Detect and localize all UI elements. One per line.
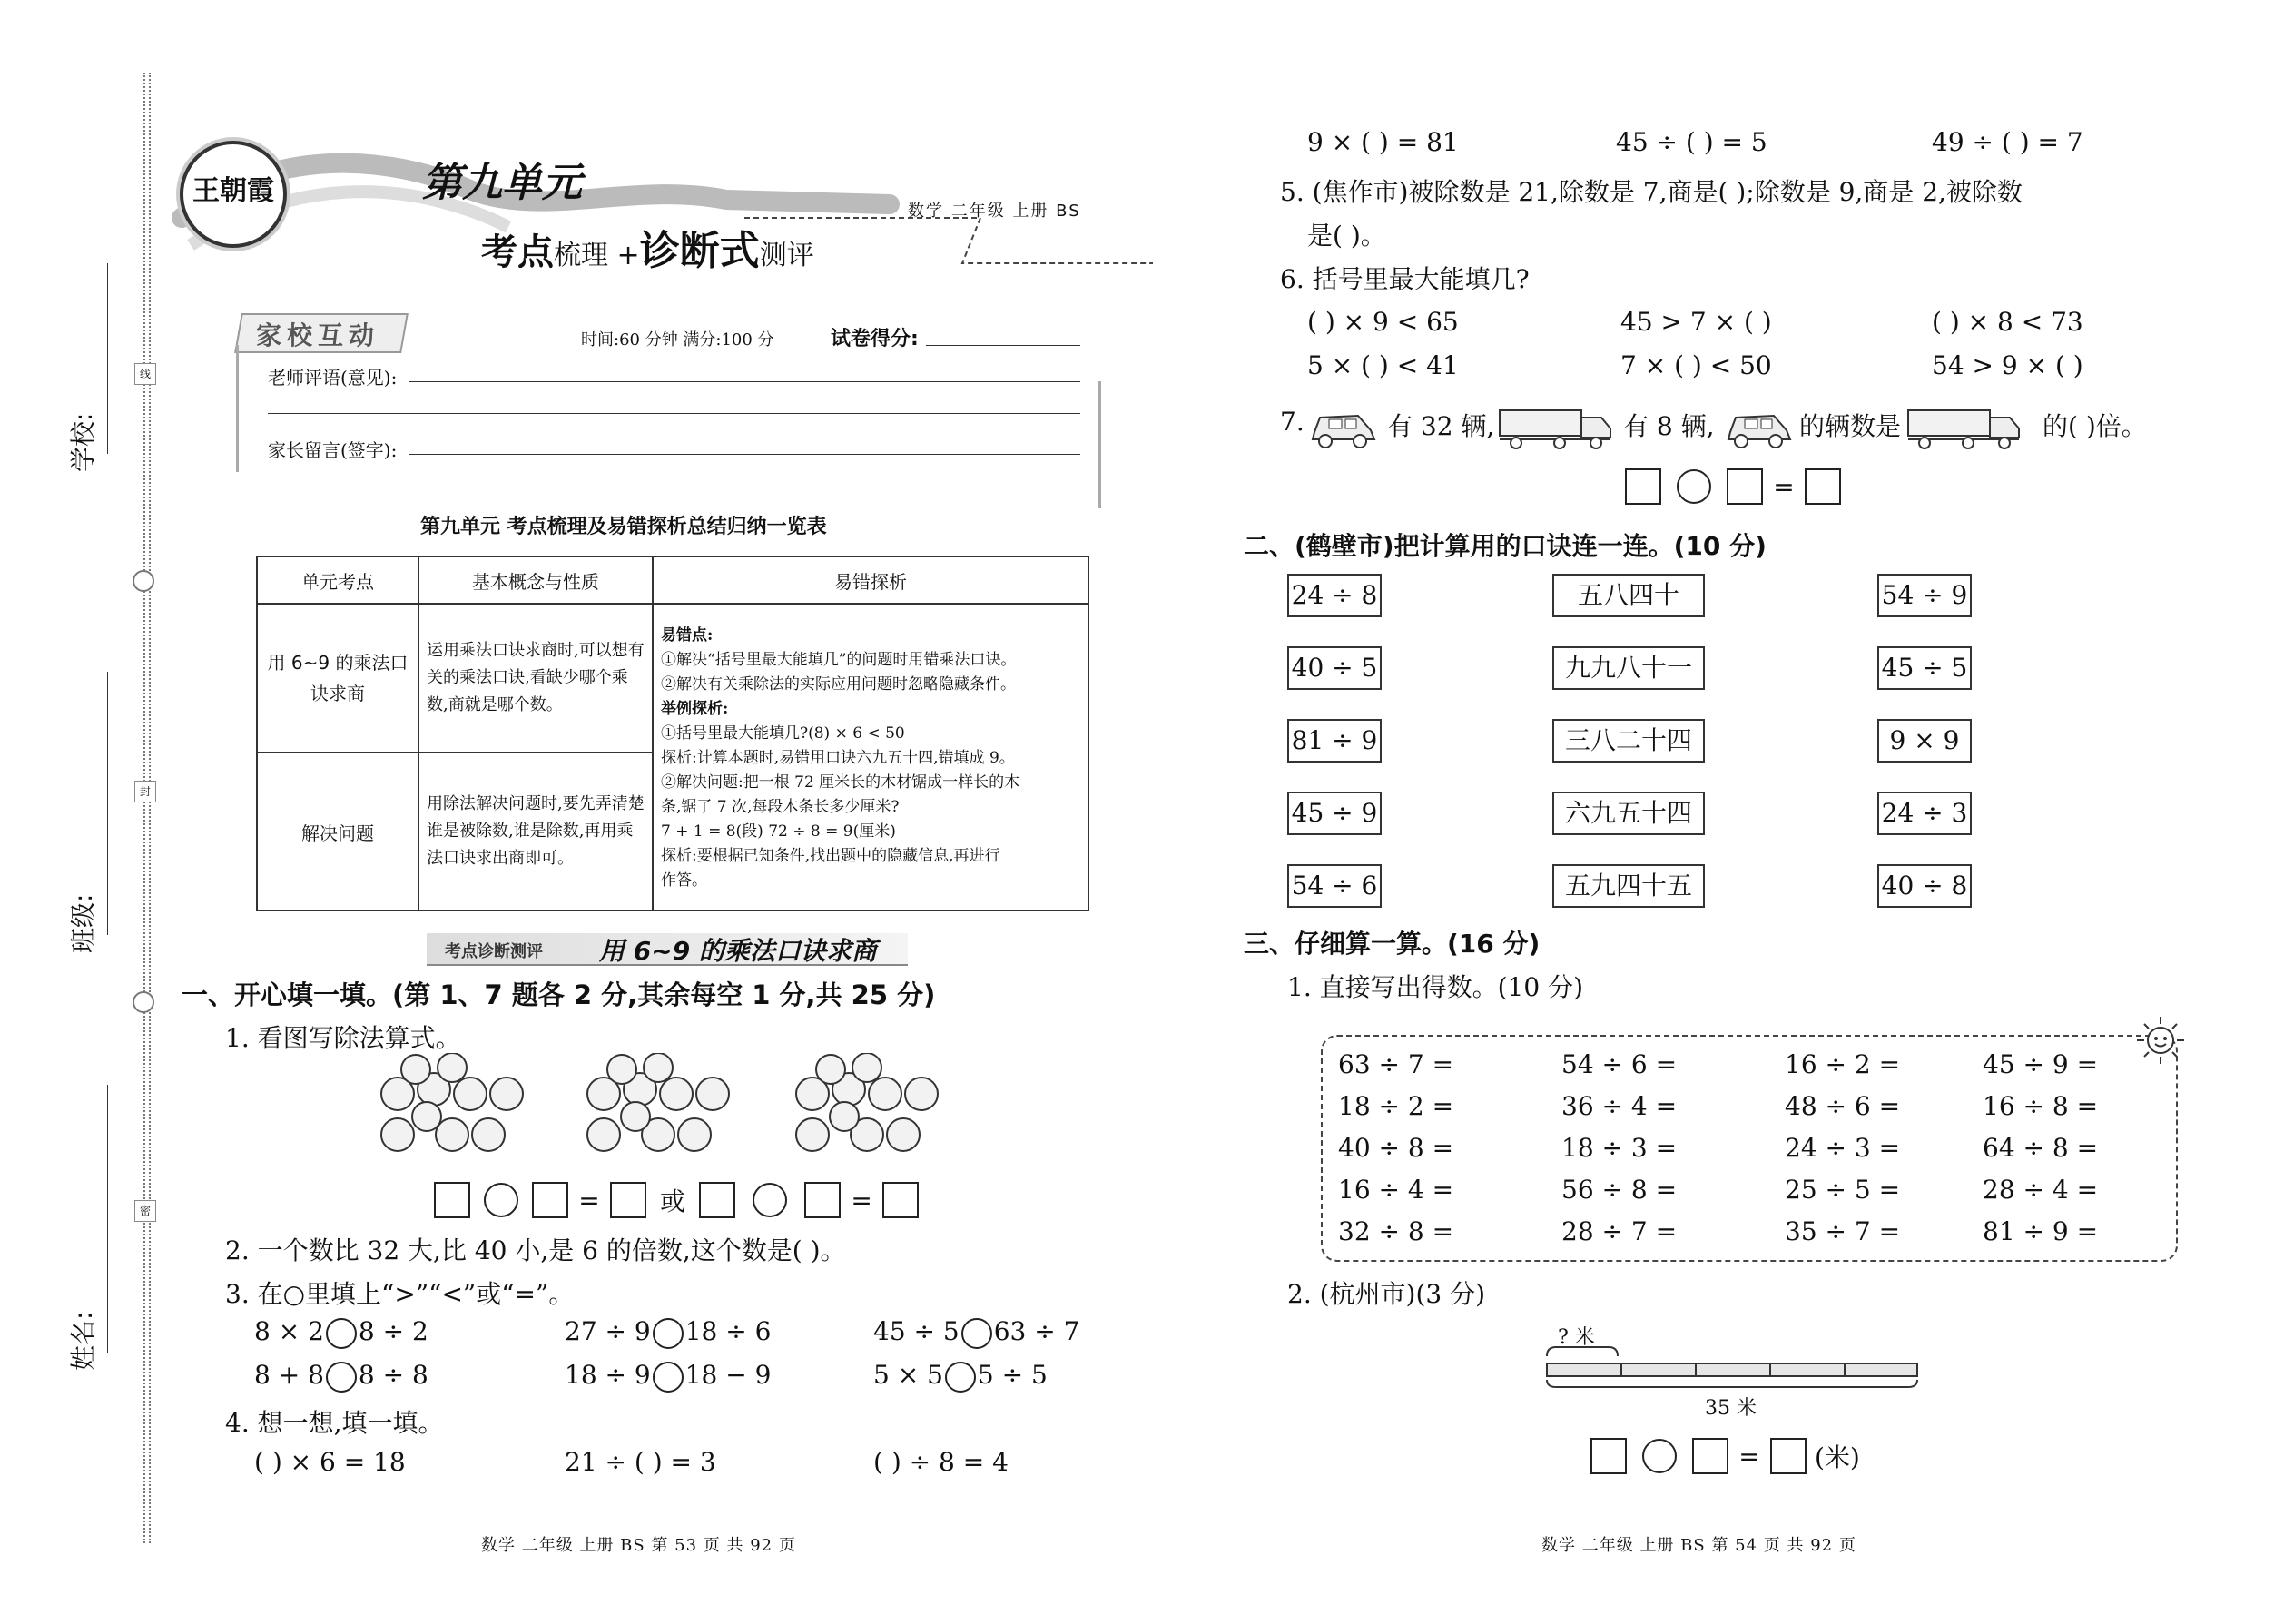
calc-item[interactable]: 18 ÷ 2 = xyxy=(1338,1091,1454,1121)
calc-item[interactable]: 36 ÷ 4 = xyxy=(1561,1091,1678,1121)
question-5-line-2: 是( )。 xyxy=(1307,221,1386,251)
calc-item[interactable]: 32 ÷ 8 = xyxy=(1338,1216,1454,1246)
binding-dotted-line-inner xyxy=(149,73,151,1543)
binding-ring-2 xyxy=(133,991,154,1013)
error-line: 7 + 1 = 8(段) 72 ÷ 8 = 9(厘米) xyxy=(661,822,896,841)
question-6: 6. 括号里最大能填几? xyxy=(1280,264,1530,294)
compare-circle[interactable] xyxy=(653,1362,684,1393)
answer-box[interactable] xyxy=(1625,468,1661,505)
course-tag: 数学 二年级 上册 BS xyxy=(908,202,1081,221)
fill-item[interactable]: 9 × ( ) = 81 xyxy=(1307,127,1459,157)
section-three-title: 三、仔细算一算。(16 分) xyxy=(1244,929,1541,959)
answer-box[interactable] xyxy=(882,1182,919,1218)
operator-circle[interactable] xyxy=(484,1183,518,1217)
bar-top-label: ? 米 xyxy=(1558,1326,1595,1349)
question-7-text-b: 有 32 辆, xyxy=(1387,411,1495,441)
match-card-right[interactable]: 45 ÷ 5 xyxy=(1877,646,1972,690)
compare-circle[interactable] xyxy=(945,1362,976,1393)
subtitle-zhenduan: 诊断式 xyxy=(639,228,760,274)
match-card-rhyme[interactable]: 九九八十一 xyxy=(1552,646,1705,690)
q1-equation-row xyxy=(434,1182,919,1218)
answer-box[interactable] xyxy=(1727,468,1763,505)
fill-item[interactable]: 45 > 7 × ( ) xyxy=(1620,307,1772,337)
banner-tag: 考点诊断测评 xyxy=(445,942,543,961)
table-cell-concept-2: 用除法解决问题时,要先弄清楚谁是被除数,谁是除数,再用乘法口诀求出商即可。 xyxy=(418,753,653,910)
equals-sign: = xyxy=(851,1185,872,1216)
s3q2-equation-row xyxy=(1590,1438,1866,1474)
calc-item[interactable]: 18 ÷ 3 = xyxy=(1561,1133,1678,1163)
compare-item xyxy=(565,1360,771,1393)
equals-sign: = xyxy=(578,1185,600,1216)
compare-left: 45 ÷ 5 xyxy=(873,1316,960,1346)
home-school-frame xyxy=(236,345,239,472)
error-line: 作答。 xyxy=(661,871,707,890)
parent-comment-line[interactable] xyxy=(409,454,1080,455)
class-field-line[interactable] xyxy=(107,672,108,935)
answer-box[interactable] xyxy=(434,1182,470,1218)
error-line: 探析:计算本题时,易错用口诀六九五十四,错填成 9。 xyxy=(661,748,1015,767)
answer-box[interactable] xyxy=(610,1182,646,1218)
calc-item[interactable]: 35 ÷ 7 = xyxy=(1785,1216,1901,1246)
equals-sign: = xyxy=(1738,1441,1760,1471)
truck-icon xyxy=(1905,399,2023,450)
summary-table xyxy=(256,556,1089,911)
calc-item[interactable]: 16 ÷ 8 = xyxy=(1983,1091,2099,1121)
match-card-right[interactable]: 40 ÷ 8 xyxy=(1877,864,1972,908)
match-card-left[interactable]: 45 ÷ 9 xyxy=(1287,792,1382,835)
answer-box[interactable] xyxy=(804,1182,841,1218)
segment-bar-diagram xyxy=(1543,1343,1925,1389)
fill-item[interactable]: ( ) × 6 = 18 xyxy=(254,1447,406,1477)
left-page-footer: 数学 二年级 上册 BS 第 53 页 共 92 页 xyxy=(481,1536,796,1555)
calc-item[interactable]: 45 ÷ 9 = xyxy=(1983,1049,2099,1079)
answer-box[interactable] xyxy=(1590,1438,1627,1474)
fill-item[interactable]: 21 ÷ ( ) = 3 xyxy=(565,1447,716,1477)
compare-right: 8 ÷ 2 xyxy=(358,1316,428,1346)
subtitle-ceping: 测评 xyxy=(759,240,814,271)
name-label: 姓名: xyxy=(68,1311,98,1371)
calc-item[interactable]: 28 ÷ 4 = xyxy=(1983,1175,2099,1205)
error-line: ②解决有关乘除法的实际应用问题时忽略隐藏条件。 xyxy=(661,674,1016,694)
answer-box[interactable] xyxy=(532,1182,568,1218)
calc-item[interactable]: 54 ÷ 6 = xyxy=(1561,1049,1678,1079)
compare-left: 8 × 2 xyxy=(254,1316,324,1346)
table-header-error: 易错探析 xyxy=(653,556,1088,604)
binding-chip-bottom: 密 xyxy=(134,1200,156,1222)
question-1: 1. 看图写除法算式。 xyxy=(225,1023,461,1053)
calc-item[interactable]: 63 ÷ 7 = xyxy=(1338,1049,1454,1079)
operator-circle[interactable] xyxy=(1642,1439,1677,1473)
fill-item[interactable]: 49 ÷ ( ) = 7 xyxy=(1932,127,2083,157)
bar-bottom-label: 35 米 xyxy=(1705,1397,1757,1420)
equals-sign: = xyxy=(1773,471,1795,502)
class-label: 班级: xyxy=(68,893,98,953)
binding-ring-1 xyxy=(133,570,154,592)
car-icon xyxy=(1723,399,1796,450)
match-card-right[interactable]: 54 ÷ 9 xyxy=(1877,574,1972,617)
calc-item[interactable]: 64 ÷ 8 = xyxy=(1983,1133,2099,1163)
car-icon xyxy=(1307,399,1380,450)
section-two-title: 二、(鹤壁市)把计算用的口诀连一连。(10 分) xyxy=(1244,531,1767,561)
error-line: ①解决“括号里最大能填几”的问题时用错乘法口诀。 xyxy=(661,650,1017,669)
binding-dotted-line xyxy=(143,73,145,1543)
match-card-right[interactable]: 9 × 9 xyxy=(1877,719,1972,763)
compare-circle[interactable] xyxy=(326,1318,357,1349)
unit-title: 第九单元 xyxy=(422,160,582,206)
compare-item xyxy=(873,1360,1048,1393)
compare-item xyxy=(565,1316,771,1349)
table-cell-concept-1: 运用乘法口诀求商时,可以想有关的乘法口诀,看缺少哪个乘数,商就是哪个数。 xyxy=(418,604,653,753)
compare-circle[interactable] xyxy=(961,1318,992,1349)
question-3: 3. 在○里填上“>”“<”或“=”。 xyxy=(225,1279,575,1309)
match-card-left[interactable]: 40 ÷ 5 xyxy=(1287,646,1382,690)
or-text: 或 xyxy=(659,1186,685,1216)
binding-chip-mid: 封 xyxy=(134,781,156,802)
compare-item xyxy=(873,1316,1079,1349)
score-field[interactable] xyxy=(926,345,1080,346)
match-card-rhyme[interactable]: 五八四十 xyxy=(1552,574,1705,617)
teacher-comment-label: 老师评语(意见): xyxy=(268,367,398,389)
question-2: 2. 一个数比 32 大,比 40 小,是 6 的倍数,这个数是( )。 xyxy=(225,1235,846,1265)
compare-right: 63 ÷ 7 xyxy=(993,1316,1080,1346)
match-card-rhyme[interactable]: 五九四十五 xyxy=(1552,864,1705,908)
error-line: 探析:要根据已知条件,找出题中的隐藏信息,再进行 xyxy=(661,846,1000,865)
table-cell-error xyxy=(653,604,1088,910)
calc-item[interactable]: 25 ÷ 5 = xyxy=(1785,1175,1901,1205)
calc-item[interactable]: 16 ÷ 2 = xyxy=(1785,1049,1901,1079)
compare-right: 18 − 9 xyxy=(684,1360,772,1390)
operator-circle[interactable] xyxy=(1677,469,1711,504)
school-label: 学校: xyxy=(68,412,98,472)
logo-seal xyxy=(180,141,287,248)
answer-box[interactable] xyxy=(1692,1438,1728,1474)
page-subtitle xyxy=(481,218,814,276)
question-5-line-1: 5. (焦作市)被除数是 21,除数是 7,商是( );除数是 9,商是 2,被除数 xyxy=(1280,177,2023,207)
calc-item[interactable]: 24 ÷ 3 = xyxy=(1785,1133,1901,1163)
summary-title: 第九单元 考点梳理及易错探析总结归纳一览表 xyxy=(420,516,827,538)
question-7-number: 7. xyxy=(1280,407,1305,437)
table-header-concept: 基本概念与性质 xyxy=(418,556,653,604)
table-cell-point-2: 解决问题 xyxy=(257,753,418,910)
error-line: ②解决问题:把一根 72 厘米长的木材锯成一样长的木 xyxy=(661,773,1020,792)
match-card-rhyme[interactable]: 三八二十四 xyxy=(1552,719,1705,763)
answer-box[interactable] xyxy=(1805,468,1841,505)
fill-item[interactable]: 7 × ( ) < 50 xyxy=(1620,350,1772,380)
error-line: 条,锯了 7 次,每段木条长多少厘米? xyxy=(661,797,900,816)
school-field-line[interactable] xyxy=(107,263,108,454)
q7-equation-row xyxy=(1625,468,1841,505)
right-page-footer: 数学 二年级 上册 BS 第 54 页 共 92 页 xyxy=(1541,1536,1856,1555)
time-info: 时间:60 分钟 满分:100 分 xyxy=(581,330,774,349)
compare-item xyxy=(254,1360,428,1393)
compare-right: 18 ÷ 6 xyxy=(684,1316,772,1346)
name-field-line[interactable] xyxy=(107,1085,108,1353)
unit-meter: (米) xyxy=(1814,1442,1860,1472)
error-line: 易错点: xyxy=(661,625,714,645)
fill-item[interactable]: 5 × ( ) < 41 xyxy=(1307,350,1459,380)
compare-right: 5 ÷ 5 xyxy=(977,1360,1048,1390)
match-card-right[interactable]: 24 ÷ 3 xyxy=(1877,792,1972,835)
fill-item[interactable]: 45 ÷ ( ) = 5 xyxy=(1616,127,1767,157)
logo-text: 王朝霞 xyxy=(192,175,274,207)
match-card-left[interactable]: 24 ÷ 8 xyxy=(1287,574,1382,617)
home-school-title: 家校互动 xyxy=(256,320,380,350)
table-header-point: 单元考点 xyxy=(257,556,418,604)
fill-item[interactable]: ( ) × 9 < 65 xyxy=(1307,307,1459,337)
calc-item[interactable]: 40 ÷ 8 = xyxy=(1338,1133,1454,1163)
teacher-comment-line-2[interactable] xyxy=(268,413,1080,414)
match-card-left[interactable]: 54 ÷ 6 xyxy=(1287,864,1382,908)
question-7-text-e: 的( )倍。 xyxy=(2043,411,2147,441)
binding-chip-top: 线 xyxy=(134,363,156,385)
score-label: 试卷得分: xyxy=(831,328,919,350)
subtitle-shuli: 梳理 + xyxy=(554,240,640,271)
apple-groups-picture xyxy=(372,1053,980,1162)
fill-item[interactable]: ( ) × 8 < 73 xyxy=(1932,307,2083,337)
compare-circle[interactable] xyxy=(326,1362,357,1393)
compare-item xyxy=(254,1316,428,1349)
truck-icon xyxy=(1496,399,1614,450)
compare-right: 8 ÷ 8 xyxy=(358,1360,428,1390)
compare-left: 8 + 8 xyxy=(254,1360,324,1390)
question-7-text-c: 有 8 辆, xyxy=(1623,411,1715,441)
compare-left: 5 × 5 xyxy=(873,1360,943,1390)
error-line: ①括号里最大能填几?(8) × 6 < 50 xyxy=(661,723,905,743)
section-one-title: 一、开心填一填。(第 1、7 题各 2 分,其余每空 1 分,共 25 分) xyxy=(182,979,936,1010)
match-card-rhyme[interactable]: 六九五十四 xyxy=(1552,792,1705,835)
question-7-text-d: 的辆数是 xyxy=(1799,411,1902,441)
calc-item[interactable]: 48 ÷ 6 = xyxy=(1785,1091,1901,1121)
calc-item[interactable]: 16 ÷ 4 = xyxy=(1338,1175,1454,1205)
section-three-q2: 2. (杭州市)(3 分) xyxy=(1287,1279,1486,1309)
home-school-frame-right xyxy=(1098,381,1101,508)
compare-left: 27 ÷ 9 xyxy=(565,1316,651,1346)
error-line: 举例探析: xyxy=(661,699,729,718)
subtitle-kaodian: 考点 xyxy=(481,231,554,273)
fill-item[interactable]: ( ) ÷ 8 = 4 xyxy=(873,1447,1009,1477)
answer-box[interactable] xyxy=(699,1182,735,1218)
sun-icon xyxy=(2133,1013,2188,1068)
calc-item[interactable]: 56 ÷ 8 = xyxy=(1561,1175,1678,1205)
table-cell-point-1: 用 6~9 的乘法口诀求商 xyxy=(257,604,418,753)
compare-left: 18 ÷ 9 xyxy=(565,1360,651,1390)
banner-title: 用 6~9 的乘法口诀求商 xyxy=(599,936,877,966)
compare-circle[interactable] xyxy=(653,1318,684,1349)
parent-comment-label: 家长留言(签字): xyxy=(268,439,398,461)
calc-item[interactable]: 28 ÷ 7 = xyxy=(1561,1216,1678,1246)
question-4: 4. 想一想,填一填。 xyxy=(225,1408,444,1438)
teacher-comment-line-1[interactable] xyxy=(409,381,1080,382)
match-card-left[interactable]: 81 ÷ 9 xyxy=(1287,719,1382,763)
calc-item[interactable]: 81 ÷ 9 = xyxy=(1983,1216,2099,1246)
operator-circle[interactable] xyxy=(753,1183,787,1217)
section-three-q1: 1. 直接写出得数。(10 分) xyxy=(1287,972,1583,1002)
fill-item[interactable]: 54 > 9 × ( ) xyxy=(1932,350,2083,380)
answer-box[interactable] xyxy=(1770,1438,1807,1474)
